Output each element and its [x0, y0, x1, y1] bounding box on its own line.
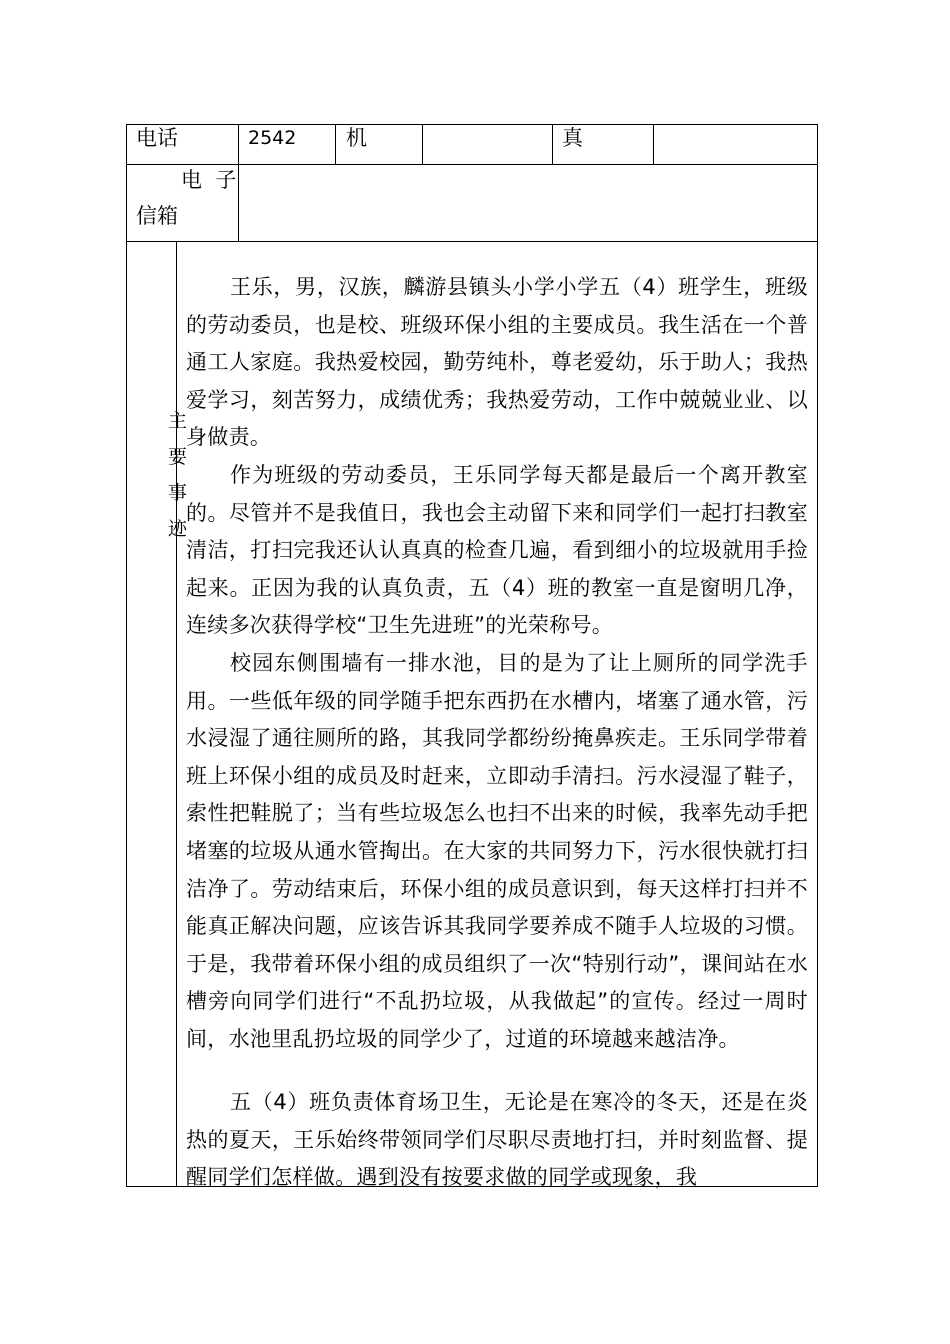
- col-divider-mobile-value: [552, 124, 553, 165]
- phone-label: 电话: [136, 126, 178, 150]
- email-label-line2: 信箱: [136, 204, 178, 228]
- col-divider-mobile-label: [422, 124, 423, 165]
- deeds-paragraph-1: 王乐，男，汉族，麟游县镇头小学小学五（4）班学生，班级的劳动委员，也是校、班级环保小组的主要成员。我生活在一个普通工人家庭。我热爱校园，勤劳纯朴，尊老爱幼，乐于助人；我热爱学习，刻苦努力，成绩优秀；我热爱劳动，工作中兢兢业业、以身做责。: [186, 275, 808, 450]
- side-label-char: 主: [168, 410, 188, 432]
- table-right-border: [817, 124, 818, 1187]
- phone-value: 2542: [248, 127, 297, 149]
- table-left-border: [126, 124, 127, 1187]
- col-divider-phone: [335, 124, 336, 165]
- deeds-paragraph-4: 五（4）班负责体育场卫生，无论是在寒冷的冬天，还是在炎热的夏天，王乐始终带领同学们尽职尽责地打扫，并时刻监督、提醒同学们怎样做。遇到没有按要求做的同学或现象，我: [186, 1090, 808, 1190]
- table-top-border: [126, 124, 818, 125]
- col-divider-side-label: [176, 241, 177, 1187]
- col-divider-fax-label: [653, 124, 654, 165]
- side-label-char: 要: [168, 446, 188, 468]
- mobile-label: 机: [346, 126, 367, 150]
- email-label-line1: 电 子: [181, 168, 237, 192]
- row2-bottom-border: [126, 241, 818, 242]
- col-divider-label: [238, 124, 239, 242]
- side-label-char: 迹: [168, 518, 188, 540]
- side-label-char: 事: [168, 482, 188, 504]
- row1-bottom-border: [126, 164, 818, 165]
- deeds-paragraph-3: 校园东侧围墙有一排水池，目的是为了让上厕所的同学洗手用。一些低年级的同学随手把东西扔在水槽内，堵塞了通水管，污水浸湿了通往厕所的路，其我同学都纷纷掩鼻疾走。王乐同学带着班上环保小组的成员及时赶来，立即动手清扫。污水浸湿了鞋子，索性把鞋脱了；当有些垃圾怎么也扫不出来的时候，我率先动手把堵塞的垃圾从通水管掏出。在大家的共同努力下，污水很快就打扫洁净了。劳动结束后，环保小组的成员意识到，每天这样打扫并不能真正解决问题，应该告诉其我同学要养成不随手人垃圾的习惯。于是，我带着环保小组的成员组织了一次“特别行动”，课间站在水槽旁向同学们进行“不乱扔垃圾，从我做起”的宣传。经过一周时间，水池里乱扔垃圾的同学少了，过道的环境越来越洁净。: [186, 651, 808, 1051]
- fax-label: 真: [562, 126, 583, 150]
- deeds-paragraph-2: 作为班级的劳动委员，王乐同学每天都是最后一个离开教室的。尽管并不是我值日，我也会主动留下来和同学们一起打扫教室清洁，打扫完我还认认真真的检查几遍，看到细小的垃圾就用手捡起来。正因为我的认真负责，五（4）班的教室一直是窗明几净，连续多次获得学校“卫生先进班”的光荣称号。: [186, 463, 808, 638]
